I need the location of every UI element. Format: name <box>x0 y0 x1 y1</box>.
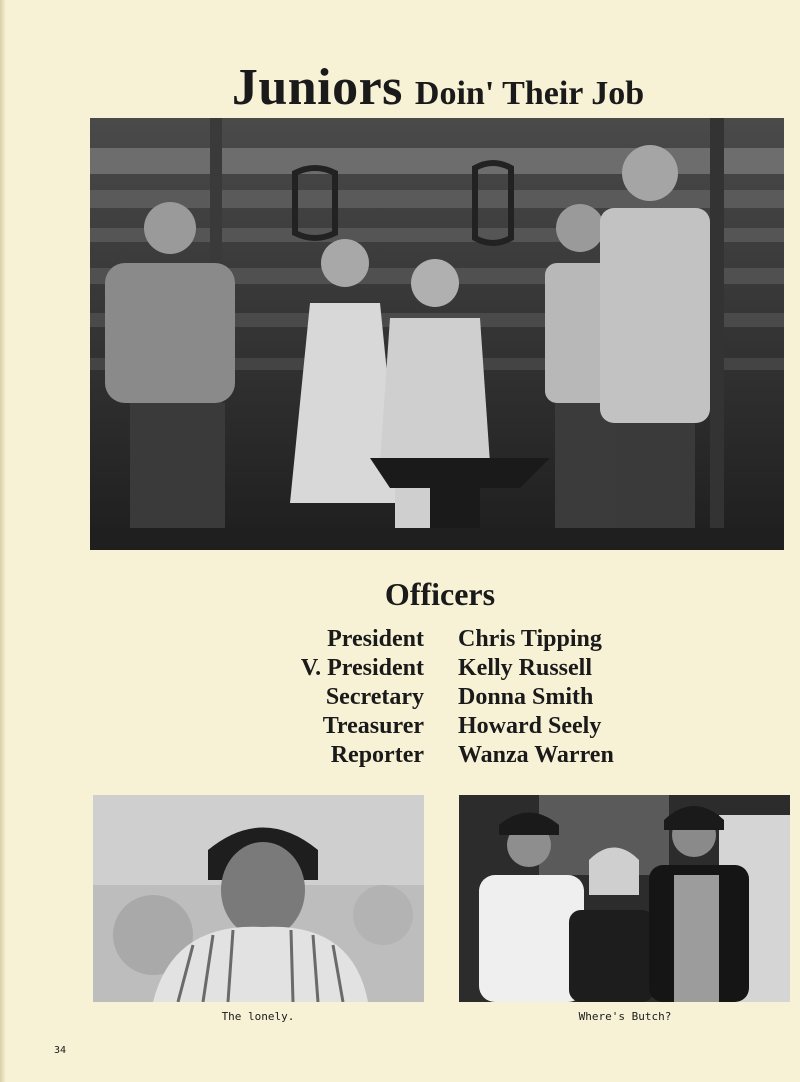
group-photo-blacksmith <box>90 118 784 550</box>
officer-title: President <box>327 626 424 652</box>
caption-butch: Where's Butch? <box>578 1010 672 1023</box>
officers-heading: Officers <box>384 576 496 612</box>
officer-row <box>200 655 680 684</box>
officer-title: Reporter <box>330 742 424 768</box>
officer-title: Treasurer <box>322 713 424 739</box>
officer-title: V. President <box>300 655 424 681</box>
photo-lonely <box>93 795 424 1002</box>
officer-row <box>200 713 680 742</box>
officer-row <box>200 626 680 655</box>
officer-name: Kelly Russell <box>458 655 593 681</box>
page-title-sub: Doin' Their Job <box>414 75 645 112</box>
caption-lonely: The lonely. <box>221 1010 295 1023</box>
officer-title: Secretary <box>325 684 424 710</box>
page-number: 34 <box>54 1045 67 1056</box>
officer-name: Howard Seely <box>458 713 602 739</box>
page-edge <box>0 0 6 1082</box>
officer-row <box>200 742 680 771</box>
officer-name: Donna Smith <box>458 684 594 710</box>
photo-butch <box>459 795 790 1002</box>
page-title-main: Juniors <box>231 59 403 116</box>
officer-name: Chris Tipping <box>458 626 602 652</box>
officer-name: Wanza Warren <box>458 742 614 768</box>
officer-row <box>200 684 680 713</box>
page-title <box>0 58 800 117</box>
